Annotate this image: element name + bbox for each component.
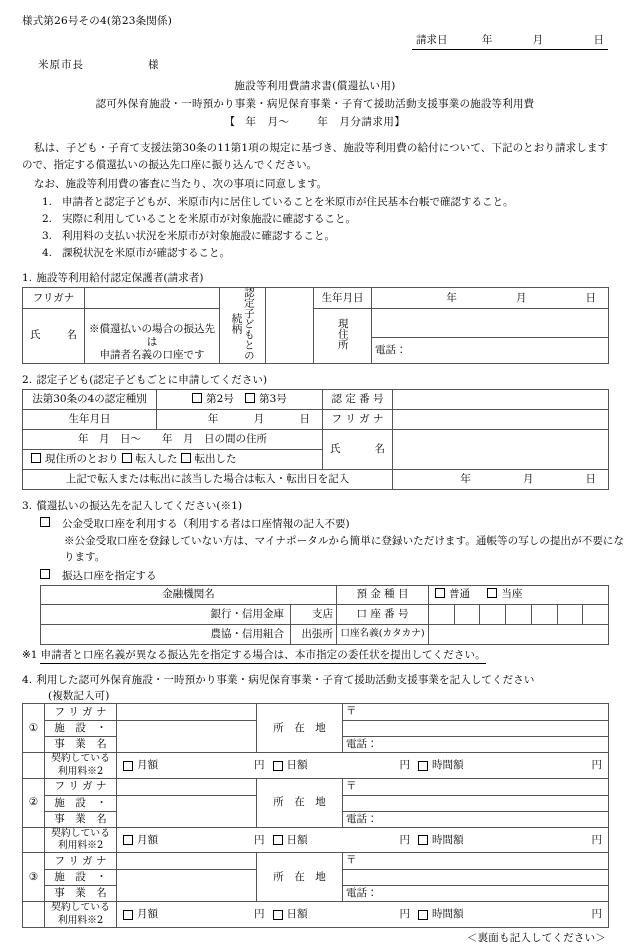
facility-furigana-label-cell: フ リ ガ ナ <box>45 853 117 870</box>
name-input-cell[interactable] <box>85 309 220 363</box>
public-account-option-label: 公金受取口座を利用する（利用する者は口座情報の記入不要) <box>62 517 350 530</box>
facility-fee-label-cell: 契約している利用料※2 <box>45 902 117 927</box>
section-3-number: 3. <box>22 499 33 512</box>
table-row <box>23 309 609 337</box>
table-row <box>23 704 609 721</box>
bank-name-label-cell: 金融機関名 <box>41 585 337 604</box>
move-day-unit: 日 <box>585 472 596 485</box>
facility-phone-cell[interactable] <box>343 886 609 902</box>
facility-address-input-cell[interactable] <box>343 870 609 886</box>
list-item <box>42 194 608 211</box>
fee-monthly-label: 月額 <box>137 833 158 846</box>
checkbox-fee-hourly[interactable] <box>418 910 428 920</box>
certified-child-table <box>22 389 609 490</box>
section-4-title: 利用した認可外保育施設・一時預かり事業・病児保育事業・子育て援助活動支援事業を記入してください <box>36 674 535 687</box>
table-row <box>41 585 609 604</box>
claim-date-field[interactable] <box>412 33 608 50</box>
facility-name-input-cell[interactable] <box>117 795 257 827</box>
relation-input-cell[interactable] <box>266 288 314 363</box>
account-digit-box[interactable] <box>583 605 608 624</box>
branch-label-cell-2: 出張所 <box>291 624 337 644</box>
facility-name-input-cell[interactable] <box>117 721 257 753</box>
address-label-cell <box>314 309 372 363</box>
table-row <box>23 389 609 409</box>
facility-furigana-input-cell[interactable] <box>117 704 257 721</box>
applicant-table <box>22 287 609 363</box>
facility-phone-label: 電話： <box>346 738 378 751</box>
facility-name-input-cell[interactable] <box>117 870 257 902</box>
birth-day-unit: 日 <box>585 291 596 304</box>
section-1-title: 施設等利用給付認定保護者(請求者) <box>36 272 204 285</box>
intro-paragraph-2: なお、施設等利用費の審査に当たり、次の事項に同意します。 <box>34 178 328 191</box>
deposit-type-label-cell: 預 金 種 目 <box>337 585 429 604</box>
facility-furigana-input-cell[interactable] <box>117 778 257 795</box>
fee-monthly-label: 月額 <box>137 759 158 772</box>
facility-address-input-cell[interactable] <box>343 795 609 811</box>
cert-type-option-2: 第3号 <box>259 392 287 405</box>
address-input-cell[interactable] <box>372 309 609 337</box>
addressee-name: 米原市長 <box>38 59 84 72</box>
period-address-label-cell: 年 月 日～ 年 月 日の間の住所 <box>23 429 323 449</box>
cert-number-label-cell: 認 定 番 号 <box>323 389 393 409</box>
name-label-cell <box>23 309 85 363</box>
cert-number-input-cell[interactable] <box>393 389 609 409</box>
relation-label-text: 認定子どもとの続柄 <box>230 286 255 361</box>
birth-month-unit: 月 <box>515 291 527 304</box>
facility-postal-cell[interactable] <box>343 778 609 795</box>
table-row <box>23 429 609 449</box>
checkbox-use-public-account[interactable] <box>40 517 50 527</box>
move-note-label-cell: 上記で転入または転出に該当した場合は転入・転出日を記入 <box>23 469 393 489</box>
phone-label: 電話： <box>375 343 407 356</box>
relation-label-cell <box>220 288 266 363</box>
child-name-label-cell <box>323 429 393 469</box>
consent-item-number: 3. <box>42 230 53 243</box>
consent-item-number: 4. <box>42 247 53 260</box>
section-1-heading <box>22 271 608 285</box>
child-birth-month-unit: 月 <box>253 412 265 425</box>
fee-monthly-yen: 円 <box>254 759 265 772</box>
facility-name-label-line-2: 事 業 名 <box>45 886 117 902</box>
claim-date-day-unit: 日 <box>593 34 604 47</box>
facility-index-spacer <box>23 902 45 927</box>
table-row <box>41 624 609 644</box>
table-row <box>23 753 609 778</box>
claim-date-label: 請求日 <box>416 34 448 47</box>
name-label-char-1: 氏 <box>30 329 41 342</box>
consent-item-text: 実際に利用していることを米原市が対象施設に確認すること。 <box>62 213 356 226</box>
period-start: 年 月～ <box>245 115 290 128</box>
facility-location-label-cell: 所 在 地 <box>257 778 343 827</box>
fee-daily-yen: 円 <box>399 759 410 772</box>
checkbox-fee-monthly[interactable] <box>123 910 133 920</box>
facility-fee-input-cell[interactable] <box>117 753 609 778</box>
facility-phone-cell[interactable] <box>343 737 609 753</box>
cert-type-label-cell: 法第30条の4の認定種別 <box>23 389 157 409</box>
period-options-cell[interactable] <box>23 449 323 469</box>
checkbox-fee-hourly[interactable] <box>418 761 428 771</box>
facility-location-label-cell: 所 在 地 <box>257 853 343 902</box>
note-1-text: 申請者と口座名義が異なる振込先を指定する場合は、本市指定の委任状を提出してください。 <box>40 648 485 664</box>
checkbox-deposit-current[interactable] <box>487 588 497 598</box>
checkbox-fee-monthly[interactable] <box>123 835 133 845</box>
claim-date-month-unit: 月 <box>532 34 544 47</box>
fee-daily-yen: 円 <box>399 833 410 846</box>
facility-name-label-line-1: 施 設 ・ <box>45 870 117 886</box>
checkbox-fee-monthly[interactable] <box>123 761 133 771</box>
phone-input-cell[interactable] <box>372 337 609 363</box>
section-1-number: 1. <box>22 272 33 285</box>
consent-item-text: 申請者と認定子どもが、米原市内に居住していることを米原市が住民基本台帳で確認すること。 <box>62 196 514 209</box>
fee-hourly-yen: 円 <box>591 759 602 772</box>
section-4-number: 4. <box>22 674 33 687</box>
facility-index-cell: ③ <box>23 853 45 902</box>
facility-index-cell: ① <box>23 704 45 753</box>
postal-symbol-icon: 〒 <box>346 854 357 867</box>
facility-fee-label-cell: 契約している利用料※2 <box>45 827 117 852</box>
checkbox-same-address[interactable] <box>31 453 41 463</box>
public-account-note: ※公金受取口座を登録していない方は、マイナポータルから簡単に登録いただけます。通帳等の写しの提出が不要になります。 <box>64 534 624 563</box>
facility-name-label-line-1: 施 設 ・ <box>45 721 117 737</box>
account-holder-input-cell[interactable] <box>429 624 609 644</box>
section-3-title: 償還払いの振込先を記入してください(※1) <box>36 499 243 512</box>
period-option-3: 転出した <box>194 452 237 465</box>
intro-paragraph-1: 私は、子ども・子育て支援法第30条の11第1項の規定に基づき、施設等利用費の給付について、下記のとおり請求しますので、指定する償還払いの振込先口座に振り込んでください。 <box>22 142 608 172</box>
facility-fee-label-cell: 契約している利用料※2 <box>45 753 117 778</box>
specify-account-option-label: 振込口座を指定する <box>62 570 157 583</box>
section-4-heading <box>22 673 608 687</box>
checkbox-fee-daily[interactable] <box>273 761 283 771</box>
birth-year-unit: 年 <box>446 291 457 304</box>
specify-account-option-row[interactable] <box>22 569 608 585</box>
table-row <box>23 778 609 795</box>
checkbox-moved-in[interactable] <box>122 453 132 463</box>
form-period-line <box>22 115 608 129</box>
fee-daily-label: 日額 <box>286 908 308 921</box>
child-name-label-char-1: 氏 <box>330 442 341 455</box>
account-digit-box[interactable] <box>558 605 584 624</box>
note-1-row <box>22 648 608 664</box>
child-birth-day-unit: 日 <box>299 412 310 425</box>
name-note-line-1: ※償還払いの場合の振込先は <box>89 323 215 349</box>
fee-hourly-yen: 円 <box>591 908 602 921</box>
branch-label-cell-1: 支店 <box>291 604 337 624</box>
fee-monthly-label: 月額 <box>137 908 158 921</box>
period-option-1: 現住所のとおり <box>45 452 119 465</box>
address-label-text: 現住所 <box>336 318 349 350</box>
account-digit-box[interactable] <box>429 605 455 624</box>
facility-index-spacer <box>23 827 45 852</box>
child-birth-label-cell: 生年月日 <box>23 409 157 429</box>
fee-hourly-label: 時間額 <box>432 833 464 846</box>
table-row <box>23 827 609 852</box>
bank-name-input-cell-1[interactable] <box>41 604 291 624</box>
furigana-label-cell: フリガナ <box>23 288 85 309</box>
section-2-title: 認定子ども(認定子どもごとに申請してください) <box>36 373 268 386</box>
section-3-heading <box>22 499 608 513</box>
checkbox-deposit-ordinary[interactable] <box>435 588 445 598</box>
table-row <box>23 288 609 309</box>
fee-hourly-yen: 円 <box>591 833 602 846</box>
facility-index-spacer <box>23 753 45 778</box>
birth-label-cell: 生年月日 <box>314 288 372 309</box>
fee-daily-label: 日額 <box>286 759 308 772</box>
deposit-type-options-cell[interactable] <box>429 585 609 604</box>
facility-name-label-line-2: 事 業 名 <box>45 811 117 827</box>
facility-fee-input-cell[interactable] <box>117 827 609 852</box>
checkbox-fee-hourly[interactable] <box>418 835 428 845</box>
postal-symbol-icon: 〒 <box>346 779 357 792</box>
checkbox-cert-type-3[interactable] <box>245 393 255 403</box>
facility-phone-cell[interactable] <box>343 811 609 827</box>
name-label-char-2: 名 <box>66 329 77 342</box>
table-row <box>23 409 609 429</box>
facility-furigana-input-cell[interactable] <box>117 853 257 870</box>
cert-type-option-1: 第2号 <box>206 392 234 405</box>
form-code: 様式第26号その4(第23条関係) <box>22 15 172 27</box>
move-month-unit: 月 <box>522 472 534 485</box>
account-holder-label-cell: 口座名義(カタカナ) <box>337 624 429 644</box>
table-row <box>23 902 609 927</box>
period-end: 年 月分請求用】 <box>317 115 406 128</box>
consent-item-number: 2. <box>42 213 53 226</box>
checkbox-fee-daily[interactable] <box>273 910 283 920</box>
account-digit-box[interactable] <box>455 605 481 624</box>
table-row <box>23 853 609 870</box>
account-digit-box[interactable] <box>480 605 506 624</box>
section-4-subheading: (複数記入可) <box>48 690 110 703</box>
postal-symbol-icon: 〒 <box>346 705 357 718</box>
facility-address-input-cell[interactable] <box>343 721 609 737</box>
birth-input-cell[interactable] <box>372 288 609 309</box>
checkbox-specify-account[interactable] <box>40 569 50 579</box>
move-date-input-cell[interactable] <box>393 469 609 489</box>
addressee-row <box>22 58 608 72</box>
facility-phone-label: 電話： <box>346 812 378 825</box>
addressee-honorific: 様 <box>148 59 159 72</box>
consent-list <box>22 194 608 262</box>
deposit-option-1: 普通 <box>449 588 470 601</box>
checkbox-moved-out[interactable] <box>181 453 191 463</box>
facility-table <box>22 703 609 927</box>
table-row <box>23 469 609 489</box>
cert-type-options-cell[interactable] <box>157 389 323 409</box>
child-furigana-input-cell[interactable] <box>393 409 609 429</box>
period-option-2: 転入した <box>135 452 178 465</box>
child-birth-input-cell[interactable] <box>157 409 323 429</box>
public-account-option-row[interactable] <box>22 517 608 533</box>
child-birth-year-unit: 年 <box>207 412 219 425</box>
facility-furigana-label-cell: フ リ ガ ナ <box>45 704 117 721</box>
period-open-bracket: 【 <box>224 115 236 128</box>
facility-furigana-label-cell: フ リ ガ ナ <box>45 778 117 795</box>
claim-date-year-unit: 年 <box>481 34 493 47</box>
facility-fee-input-cell[interactable] <box>117 902 609 927</box>
list-item <box>42 245 608 262</box>
note-1-mark: ※1 <box>22 648 38 661</box>
fee-daily-yen: 円 <box>399 908 410 921</box>
bank-type-line-1: 銀行・信用金庫 <box>210 607 284 620</box>
form-title-secondary: 認可外保育施設・一時預かり事業・病児保育事業・子育て援助活動支援事業の施設等利用費 <box>95 97 535 110</box>
checkbox-cert-type-2[interactable] <box>192 393 202 403</box>
consent-item-number: 1. <box>42 196 53 209</box>
list-item <box>42 228 608 245</box>
form-title-primary: 施設等利用費請求書(償還払い用) <box>234 79 396 92</box>
account-digit-box[interactable] <box>506 605 532 624</box>
facility-postal-cell[interactable] <box>343 704 609 721</box>
account-number-label-cell: 口 座 番 号 <box>337 604 429 624</box>
child-name-label-char-2: 名 <box>374 442 385 455</box>
fee-hourly-label: 時間額 <box>432 908 464 921</box>
bank-name-input-cell-2[interactable] <box>41 624 291 644</box>
facility-name-label-line-1: 施 設 ・ <box>45 795 117 811</box>
bank-account-table <box>40 585 609 645</box>
consent-item-text: 課税状況を米原市が確認すること。 <box>62 247 230 260</box>
facility-phone-label: 電話： <box>346 887 378 900</box>
checkbox-fee-daily[interactable] <box>273 835 283 845</box>
move-year-unit: 年 <box>460 472 471 485</box>
account-number-grid[interactable] <box>429 605 608 624</box>
fee-monthly-yen: 円 <box>254 833 265 846</box>
bank-type-line-2: 農協・信用組合 <box>210 627 284 640</box>
account-digit-box[interactable] <box>532 605 558 624</box>
facility-index-cell: ② <box>23 778 45 827</box>
table-row <box>41 604 609 624</box>
fee-hourly-label: 時間額 <box>432 759 464 772</box>
section-2-heading <box>22 373 608 387</box>
list-item <box>42 211 608 228</box>
name-note-line-2: 申請者名義の口座です <box>99 349 205 362</box>
consent-item-text: 利用料の支払い状況を米原市が対象施設に確認すること。 <box>62 230 335 243</box>
section-2-number: 2. <box>22 373 33 386</box>
account-number-input-cell[interactable] <box>429 604 609 624</box>
back-side-note: ＜裏面も記入してください＞ <box>466 931 606 944</box>
facility-postal-cell[interactable] <box>343 853 609 870</box>
facility-location-label-cell: 所 在 地 <box>257 704 343 753</box>
facility-name-label-line-2: 事 業 名 <box>45 737 117 753</box>
child-furigana-label-cell: フ リ ガ ナ <box>323 409 393 429</box>
deposit-option-2: 当座 <box>501 588 523 601</box>
fee-monthly-yen: 円 <box>254 908 265 921</box>
furigana-input-cell[interactable] <box>85 288 220 309</box>
fee-daily-label: 日額 <box>286 833 308 846</box>
claim-date-row <box>22 33 608 50</box>
child-name-input-cell[interactable] <box>393 429 609 469</box>
